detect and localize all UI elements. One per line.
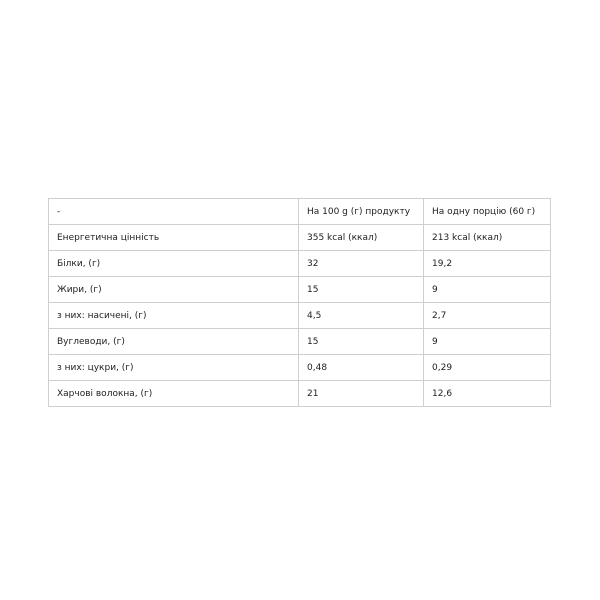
table-row — [49, 329, 551, 355]
value-per-portion: 12,6 — [424, 381, 551, 407]
row-label: з них: насичені, (г) — [49, 303, 299, 329]
header-cell-label: - — [49, 199, 299, 225]
value-per-portion: 0,29 — [424, 355, 551, 381]
table-row — [49, 381, 551, 407]
row-label: Вуглеводи, (г) — [49, 329, 299, 355]
value-per-100g: 4,5 — [299, 303, 424, 329]
row-label: Енергетична цінність — [49, 225, 299, 251]
nutrition-table — [48, 198, 551, 407]
table-row — [49, 355, 551, 381]
row-label: Харчові волокна, (г) — [49, 381, 299, 407]
header-cell-per-100g: На 100 g (г) продукту — [299, 199, 424, 225]
table-row — [49, 225, 551, 251]
header-cell-per-portion: На одну порцію (60 г) — [424, 199, 551, 225]
table-row — [49, 251, 551, 277]
value-per-portion: 213 kcal (ккал) — [424, 225, 551, 251]
row-label: Жири, (г) — [49, 277, 299, 303]
value-per-100g: 15 — [299, 329, 424, 355]
value-per-portion: 19,2 — [424, 251, 551, 277]
value-per-100g: 355 kcal (ккал) — [299, 225, 424, 251]
value-per-portion: 9 — [424, 277, 551, 303]
value-per-portion: 2,7 — [424, 303, 551, 329]
row-label: з них: цукри, (г) — [49, 355, 299, 381]
value-per-100g: 0,48 — [299, 355, 424, 381]
value-per-100g: 15 — [299, 277, 424, 303]
table-row — [49, 277, 551, 303]
value-per-100g: 21 — [299, 381, 424, 407]
value-per-100g: 32 — [299, 251, 424, 277]
row-label: Білки, (г) — [49, 251, 299, 277]
value-per-portion: 9 — [424, 329, 551, 355]
table-row — [49, 303, 551, 329]
table-header-row — [49, 199, 551, 225]
